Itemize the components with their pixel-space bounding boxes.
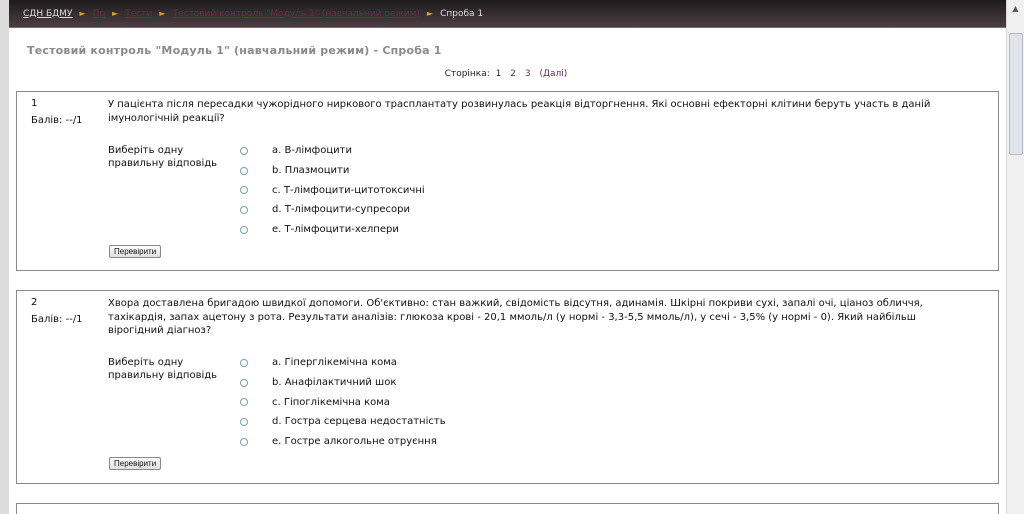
question-number: 1 [31, 98, 38, 109]
radio-button[interactable] [240, 186, 248, 194]
question-2 [16, 290, 999, 484]
radio-button[interactable] [240, 379, 248, 387]
answer-label: e. Гостре алкогольне отруєння [272, 436, 437, 448]
answer-label: d. Гостра серцева недостатність [272, 416, 446, 428]
radio-button[interactable] [240, 418, 248, 426]
breadcrumb-separator-icon: ► [426, 9, 434, 18]
radio-button[interactable] [240, 206, 248, 214]
answer-label: a. В-лімфоцити [272, 145, 352, 157]
answer-option-d[interactable] [239, 200, 425, 220]
radio-button[interactable] [240, 147, 248, 155]
answer-option-a[interactable] [239, 141, 425, 161]
breadcrumb-current: Спроба 1 [440, 8, 484, 19]
answer-option-d[interactable] [239, 412, 446, 432]
pagination-label: Сторінка: [444, 69, 490, 79]
navbar [9, 0, 1006, 28]
answer-label: e. Т-лімфоцити-хелпери [272, 224, 399, 236]
answer-option-e[interactable] [239, 432, 446, 452]
breadcrumb-course-link[interactable]: Пр [92, 8, 106, 19]
radio-button[interactable] [240, 438, 248, 446]
question-grade: Балів: --/1 [31, 314, 83, 325]
answer-option-b[interactable] [239, 373, 446, 393]
radio-button[interactable] [240, 359, 248, 367]
answer-label: c. Т-лімфоцити-цитотоксичні [272, 184, 425, 196]
breadcrumb-separator-icon: ► [112, 9, 119, 18]
answer-label: a. Гіперглікемічна кома [272, 357, 397, 369]
radio-button[interactable] [240, 226, 248, 234]
question-info [31, 297, 83, 325]
answer-option-c[interactable] [239, 392, 446, 412]
answer-label: b. Плазмоцити [272, 165, 350, 177]
breadcrumb-separator-icon: ► [159, 9, 166, 18]
question-text: Хвора доставлена бригадою швидкої допомоги. Об'єктивно: стан важкий, свідомість відсутня, адинамія. Шкірні покриви сухі, запалі очі, ціаноз обличчя, тахікардія, запах ацетону з рота. Результати аналізів: глюкоза крові - 20,1 ммоль/л (у нормі - 3,3-5,5 ммоль/л), у сечі - 3,5% (у нормі - 0). Який найбільш вірогідний діагноз? [108, 298, 923, 336]
question-3 [16, 503, 999, 514]
answer-label: d. Т-лімфоцити-супресори [272, 204, 410, 216]
question-number: 2 [31, 297, 38, 308]
page-title: Тестовий контроль "Модуль 1" (навчальний режим) - Спроба 1 [27, 44, 442, 57]
question-grade: Балів: --/1 [31, 115, 83, 126]
question-1 [16, 91, 999, 271]
radio-button[interactable] [240, 398, 248, 406]
pagination-current-page: 1 [495, 69, 502, 79]
answer-options [239, 141, 425, 239]
breadcrumb [23, 9, 483, 19]
question-text: У пацієнта після пересадки чужорідного ниркового трасплантату розвинулась реакція відторгнення. Які основні ефекторні клітини беруть участь в даній імунологічній реакції? [108, 99, 931, 124]
answer-option-b[interactable] [239, 161, 425, 181]
question-info [31, 98, 83, 126]
breadcrumb-home-link[interactable]: СДН БДМУ [23, 8, 73, 19]
answer-option-c[interactable] [239, 180, 425, 200]
answer-options [239, 353, 446, 451]
answer-option-e[interactable] [239, 220, 425, 240]
breadcrumb-quiz-link[interactable]: Тестовий контроль "Модуль 1" (навчальний режим) [172, 8, 420, 19]
answer-option-a[interactable] [239, 353, 446, 373]
check-button[interactable]: Перевірити [109, 245, 161, 258]
answer-label: c. Гіпоглікемічна кома [272, 396, 390, 408]
check-button[interactable]: Перевірити [109, 457, 161, 470]
vertical-scrollbar[interactable] [1006, 0, 1024, 514]
radio-button[interactable] [240, 167, 248, 175]
scrollbar-thumb[interactable] [1009, 33, 1023, 155]
pagination-page-2[interactable]: 2 [510, 69, 517, 79]
pagination [9, 69, 1006, 79]
answer-prompt: Виберіть одну правильну відповідь [108, 145, 218, 169]
breadcrumb-separator-icon: ► [79, 9, 86, 18]
breadcrumb-quizzes-link[interactable]: Тести [125, 8, 153, 19]
answer-prompt: Виберіть одну правильну відповідь [108, 357, 218, 381]
page [9, 0, 1006, 514]
pagination-next-link[interactable]: (Далі) [539, 69, 568, 79]
scroll-up-icon[interactable]: ▲ [1012, 4, 1019, 13]
pagination-page-3[interactable]: 3 [524, 69, 531, 79]
answer-label: b. Анафілактичний шок [272, 377, 397, 389]
